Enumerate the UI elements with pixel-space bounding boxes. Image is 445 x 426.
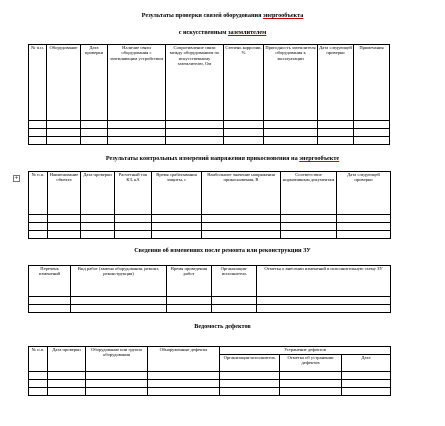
- s4-subheader-date: Дата: [342, 355, 391, 372]
- table-row: [29, 129, 390, 137]
- section4-title-text: Ведомость дефектов: [194, 323, 251, 330]
- s4-header-date: Дата проверки: [48, 347, 86, 372]
- s1-header-num: № п.п.: [29, 45, 47, 121]
- s4-header-num: № п.п.: [29, 347, 48, 372]
- s2-header-num: № п.п.: [29, 172, 48, 215]
- table-row: [29, 372, 391, 380]
- section1-subtitle-text: с искусственным: [178, 29, 229, 36]
- section3-table: [28, 265, 391, 313]
- section1-subtitle: [0, 29, 445, 37]
- s1-header-suitability: Пригодность заземлителя оборудования к эксплуатации: [264, 45, 318, 121]
- s1-header-connection: Наличие связи оборудования с заземляющим устройством: [108, 45, 166, 121]
- table-row: [29, 121, 390, 129]
- table-row: [29, 297, 391, 305]
- s2-header-next-date: Дата следующей проверки: [337, 172, 391, 215]
- section2-table: [28, 171, 391, 239]
- s3-header-work-type: Вид работ (замена оборудования, ремонт, реконструкция): [71, 266, 167, 297]
- s2-header-time: Время срабатывания защиты, с: [152, 172, 202, 215]
- section2-title-word: энергообъекте: [299, 155, 340, 162]
- s3-header-contractor: Организация-исполнитель: [212, 266, 257, 297]
- table-row: [29, 231, 391, 239]
- table-row: [29, 223, 391, 231]
- section1-title-word: энергообъекта: [263, 12, 304, 19]
- s1-header-next-date: Дата следующей проверки: [318, 45, 354, 121]
- s3-header-scheme-mark: Отметка о внесении изменений в исполнительную схему ЗУ: [257, 266, 391, 297]
- table-row: [29, 380, 391, 388]
- table-row: [29, 137, 390, 145]
- s3-header-changes: Перечень изменений: [29, 266, 71, 297]
- s2-header-current: Расчетный ток КЗ, кА: [115, 172, 152, 215]
- section4-title: [0, 323, 445, 331]
- s2-header-object: Наименование объекта: [48, 172, 81, 215]
- section3-title-text: Сведения об изменениях после ремонта или реконструкции ЗУ: [134, 247, 311, 254]
- section4-table: [28, 346, 391, 396]
- s4-subheader-mark: Отметка об устранении дефектов: [280, 355, 342, 372]
- s1-header-corrosion: Степень коррозии, %: [224, 45, 264, 121]
- section3-title: [0, 247, 445, 255]
- table-row: [29, 215, 391, 223]
- s4-header-defects: Обнаруженные дефекты: [148, 347, 220, 372]
- table-row: [29, 305, 391, 313]
- section2-title-text: Результаты контрольных измерений напряжения прикосновения на: [105, 155, 300, 162]
- section1-table: [28, 44, 390, 145]
- s4-header-equipment: Оборудование или группа оборудования: [86, 347, 148, 372]
- table-row: [29, 388, 391, 396]
- section1-title: [0, 12, 445, 20]
- s1-header-resistance: Сопротивление связи между оборудованием по искусственному заземлителю, Ом: [166, 45, 224, 121]
- s1-header-notes: Примечания: [354, 45, 390, 121]
- section2-title: [0, 155, 445, 163]
- table-move-handle-icon[interactable]: +: [14, 175, 19, 181]
- s3-header-time: Время проведения работ: [167, 266, 212, 297]
- section1-title-text: Результаты проверки связей оборудования: [141, 12, 263, 19]
- s2-header-voltage: Наибольшее значение напряжения прикосновения, В: [202, 172, 281, 215]
- s4-subheader-contractor: Организация-исполнитель: [220, 355, 280, 372]
- s2-header-compliance: Соответствие нормативным документам: [281, 172, 337, 215]
- s4-header-elimination: Устранение дефектов: [220, 347, 391, 355]
- s1-header-date: Дата проверки: [81, 45, 108, 121]
- s1-header-equipment: Оборудование: [47, 45, 81, 121]
- s2-header-date: Дата проверки: [81, 172, 115, 215]
- section1-subtitle-word: заземлителем: [228, 29, 267, 36]
